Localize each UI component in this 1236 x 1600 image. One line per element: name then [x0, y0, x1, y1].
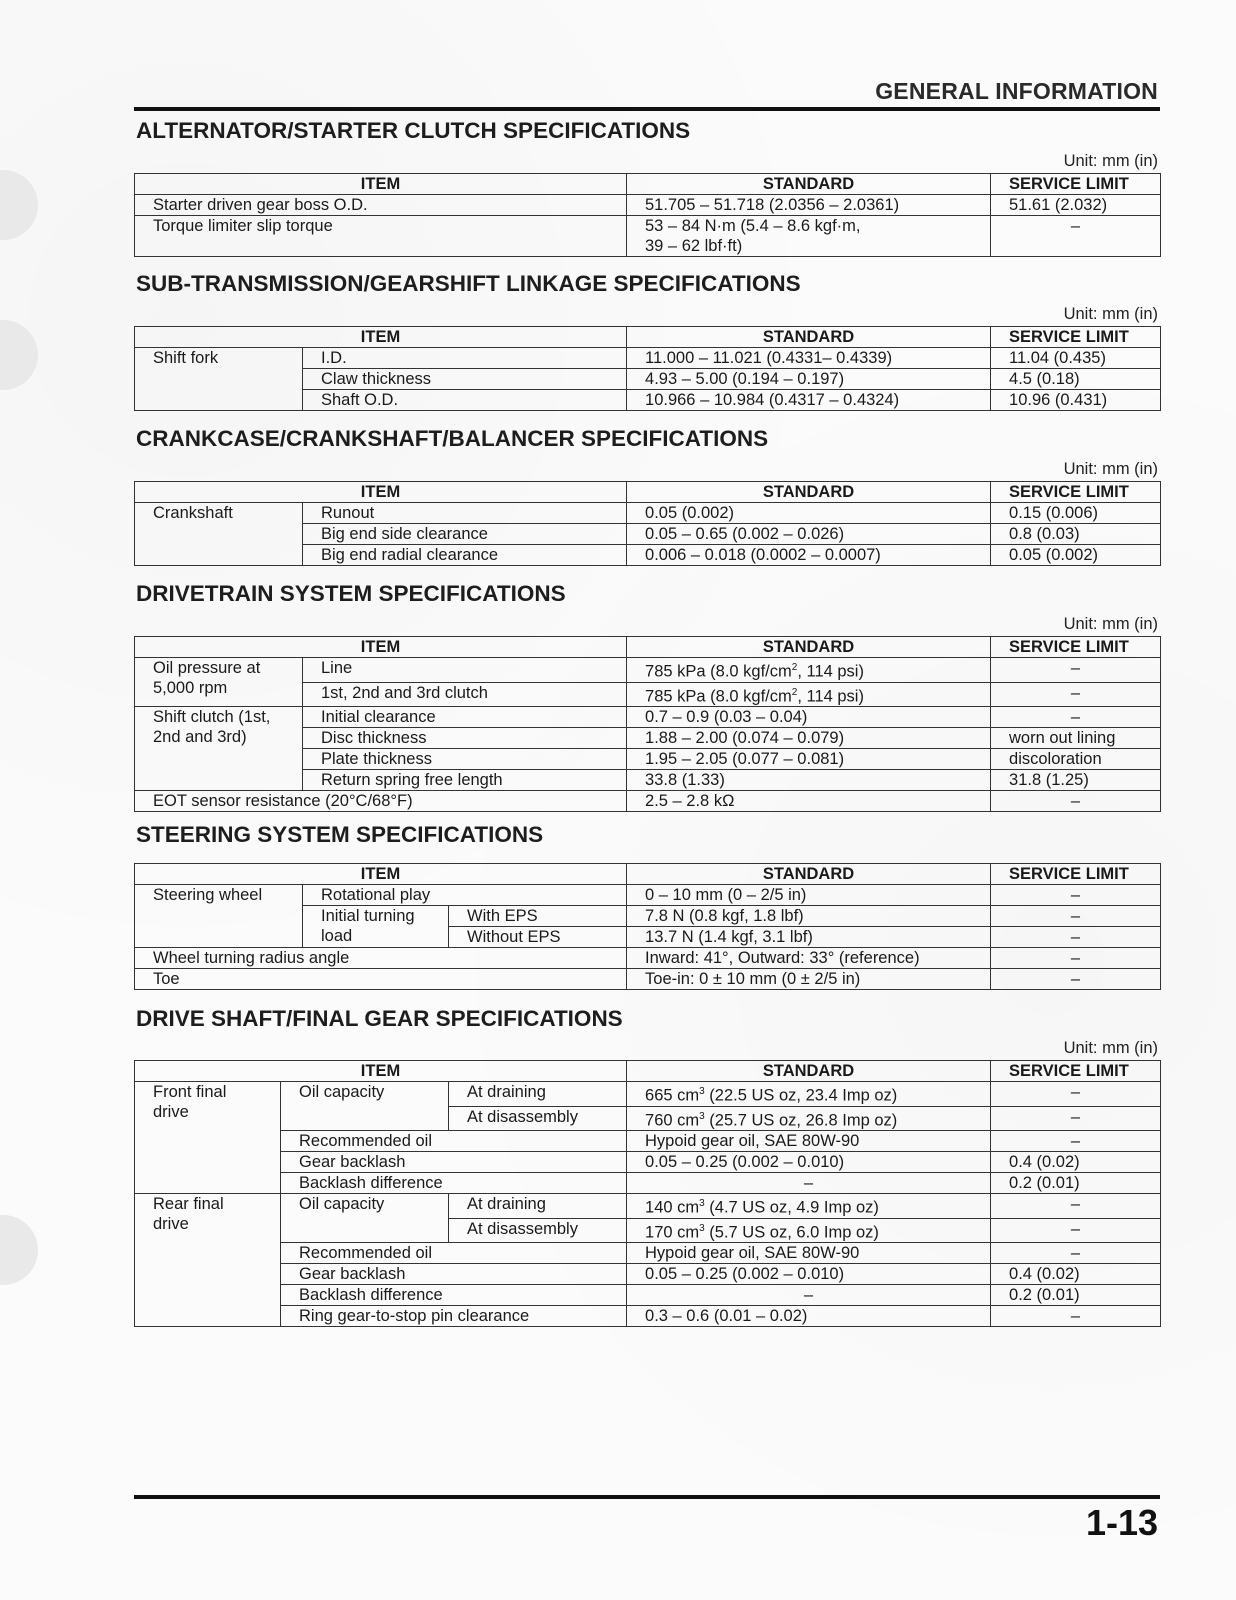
group-cell: Steering wheel [135, 885, 303, 948]
item-cell: Line [303, 658, 627, 683]
limit-cell: 0.4 (0.02) [991, 1152, 1161, 1173]
unit-label: Unit: mm (in) [1063, 305, 1158, 323]
group-cell: Crankshaft [135, 503, 303, 566]
standard-text: , 114 psi) [797, 662, 864, 681]
standard-text: 785 kPa (8.0 kgf/cm [645, 662, 792, 681]
limit-cell: 0.15 (0.006) [991, 503, 1161, 524]
table-row [135, 1082, 1161, 1107]
standard-cell: 0.05 – 0.25 (0.002 – 0.010) [627, 1152, 991, 1173]
standard-cell: 11.000 – 11.021 (0.4331– 0.4339) [627, 348, 991, 369]
group-line: Rear final [153, 1195, 224, 1213]
group-cell: Shift fork [135, 348, 303, 411]
limit-cell: – [991, 1082, 1161, 1107]
table-header-row [135, 174, 1161, 195]
group-line: Oil pressure at [153, 659, 261, 677]
standard-text: (25.7 US oz, 26.8 Imp oz) [704, 1111, 898, 1129]
standard-cell: Toe-in: 0 ± 10 mm (0 ± 2/5 in) [627, 969, 991, 990]
standard-cell: 33.8 (1.33) [627, 770, 991, 791]
standard-cell: 7.8 N (0.8 kgf, 1.8 lbf) [627, 906, 991, 927]
column-header-service-limit: SERVICE LIMIT [991, 637, 1161, 658]
item-cell: Gear backlash [281, 1152, 627, 1173]
table-row [135, 948, 1161, 969]
limit-cell: 0.8 (0.03) [991, 524, 1161, 545]
column-header-standard: STANDARD [627, 1061, 991, 1082]
item-cell: Shaft O.D. [303, 390, 627, 411]
table-row [135, 1131, 1161, 1152]
table-row [135, 1194, 1161, 1219]
limit-cell: – [991, 216, 1161, 257]
standard-cell: Inward: 41°, Outward: 33° (reference) [627, 948, 991, 969]
standard-text: (4.7 US oz, 4.9 Imp oz) [704, 1198, 879, 1217]
table-header-row [135, 327, 1161, 348]
subgroup-line: load [321, 927, 353, 945]
column-header-standard: STANDARD [627, 864, 991, 885]
column-header-item: ITEM [135, 482, 627, 503]
drivetrain-spec-table [134, 636, 1161, 812]
column-header-service-limit: SERVICE LIMIT [991, 1061, 1161, 1082]
table-row [135, 707, 1161, 728]
table-row [135, 1243, 1161, 1264]
item-cell: Backlash difference [281, 1285, 627, 1306]
standard-cell [627, 1194, 991, 1219]
standard-text: , 114 psi) [797, 687, 864, 705]
item-cell: Wheel turning radius angle [135, 948, 627, 969]
item-cell: Recommended oil [281, 1243, 627, 1264]
table-row [135, 658, 1161, 683]
table-row [135, 1306, 1161, 1327]
table-row [135, 195, 1161, 216]
standard-cell: 2.5 – 2.8 kΩ [627, 791, 991, 812]
superscript: 3 [699, 1110, 705, 1122]
limit-cell: 0.2 (0.01) [991, 1285, 1161, 1306]
table-header-row [135, 482, 1161, 503]
limit-cell: worn out lining [991, 728, 1161, 749]
item-cell: At disassembly [449, 1218, 627, 1243]
group-line: drive [153, 1103, 189, 1121]
standard-cell [627, 658, 991, 683]
subgroup-line: Initial turning [321, 907, 415, 925]
standard-cell: – [627, 1285, 991, 1306]
standard-line: 53 – 84 N·m (5.4 – 8.6 kgf·m, [645, 217, 861, 235]
limit-cell: – [991, 885, 1161, 906]
group-line: Front final [153, 1083, 227, 1101]
limit-cell: 0.2 (0.01) [991, 1173, 1161, 1194]
table-header-row [135, 864, 1161, 885]
item-cell: Backlash difference [281, 1173, 627, 1194]
standard-cell: Hypoid gear oil, SAE 80W-90 [627, 1131, 991, 1152]
standard-cell [627, 216, 991, 257]
item-cell: At draining [449, 1194, 627, 1219]
table-row [135, 969, 1161, 990]
limit-cell: – [991, 682, 1161, 707]
item-cell: Rotational play [303, 885, 627, 906]
standard-cell: 10.966 – 10.984 (0.4317 – 0.4324) [627, 390, 991, 411]
limit-cell: 11.04 (0.435) [991, 348, 1161, 369]
superscript: 2 [791, 662, 798, 673]
group-cell [135, 1194, 281, 1327]
limit-cell: 51.61 (2.032) [991, 195, 1161, 216]
standard-cell [627, 1082, 991, 1107]
steering-spec-table [134, 863, 1161, 990]
subgroup-cell [303, 906, 449, 948]
limit-cell: – [991, 906, 1161, 927]
standard-cell: 1.88 – 2.00 (0.074 – 0.079) [627, 728, 991, 749]
group-line: Shift clutch (1st, [153, 708, 271, 726]
standard-text: 665 cm [645, 1086, 700, 1105]
item-cell: Plate thickness [303, 749, 627, 770]
superscript: 3 [699, 1198, 705, 1209]
section-title-steering: STEERING SYSTEM SPECIFICATIONS [136, 822, 544, 847]
item-cell: 1st, 2nd and 3rd clutch [303, 682, 627, 707]
standard-cell: 0.006 – 0.018 (0.0002 – 0.0007) [627, 545, 991, 566]
unit-label: Unit: mm (in) [1063, 460, 1158, 478]
limit-cell: – [991, 1106, 1161, 1131]
column-header-service-limit: SERVICE LIMIT [991, 327, 1161, 348]
item-cell: Without EPS [449, 927, 627, 948]
standard-cell: – [627, 1173, 991, 1194]
standard-text: 140 cm [645, 1198, 700, 1217]
standard-cell: 0.05 (0.002) [627, 503, 991, 524]
table-row [135, 1285, 1161, 1306]
limit-cell: 10.96 (0.431) [991, 390, 1161, 411]
group-cell [135, 1082, 281, 1194]
limit-cell: – [991, 927, 1161, 948]
subgroup-cell: Oil capacity [281, 1082, 449, 1131]
item-cell: EOT sensor resistance (20°C/68°F) [135, 791, 627, 812]
crankcase-spec-table [134, 481, 1161, 566]
table-row [135, 503, 1161, 524]
item-cell: Runout [303, 503, 627, 524]
limit-cell: 31.8 (1.25) [991, 770, 1161, 791]
table-header-row [135, 637, 1161, 658]
limit-cell: – [991, 1194, 1161, 1219]
limit-cell: – [991, 948, 1161, 969]
standard-text: (22.5 US oz, 23.4 Imp oz) [704, 1086, 898, 1105]
group-cell [135, 707, 303, 791]
standard-text: 785 kPa (8.0 kgf/cm [645, 687, 792, 705]
standard-cell: Hypoid gear oil, SAE 80W-90 [627, 1243, 991, 1264]
item-cell: Big end side clearance [303, 524, 627, 545]
standard-cell: 0.05 – 0.25 (0.002 – 0.010) [627, 1264, 991, 1285]
item-cell: Return spring free length [303, 770, 627, 791]
standard-cell [627, 1218, 991, 1243]
column-header-standard: STANDARD [627, 327, 991, 348]
superscript: 3 [699, 1222, 705, 1234]
section-title-crankcase: CRANKCASE/CRANKSHAFT/BALANCER SPECIFICATIONS [136, 426, 769, 451]
superscript: 2 [791, 686, 798, 698]
column-header-standard: STANDARD [627, 482, 991, 503]
table-row [135, 1173, 1161, 1194]
group-line: 2nd and 3rd) [153, 728, 247, 746]
standard-cell: 1.95 – 2.05 (0.077 – 0.081) [627, 749, 991, 770]
unit-label: Unit: mm (in) [1063, 1039, 1158, 1057]
unit-label: Unit: mm (in) [1063, 152, 1158, 170]
standard-cell: 0.7 – 0.9 (0.03 – 0.04) [627, 707, 991, 728]
standard-cell: 13.7 N (1.4 kgf, 3.1 lbf) [627, 927, 991, 948]
column-header-item: ITEM [135, 864, 627, 885]
column-header-standard: STANDARD [627, 174, 991, 195]
limit-cell: – [991, 658, 1161, 683]
standard-text: 170 cm [645, 1223, 700, 1241]
table-row [135, 885, 1161, 906]
table-row [135, 216, 1161, 257]
section-title-alternator: ALTERNATOR/STARTER CLUTCH SPECIFICATIONS [136, 118, 691, 143]
column-header-item: ITEM [135, 174, 627, 195]
limit-cell: – [991, 1243, 1161, 1264]
item-cell: Toe [135, 969, 627, 990]
item-cell: With EPS [449, 906, 627, 927]
driveshaft-spec-table [134, 1060, 1161, 1327]
item-cell: Ring gear-to-stop pin clearance [281, 1306, 627, 1327]
limit-cell: discoloration [991, 749, 1161, 770]
item-cell: I.D. [303, 348, 627, 369]
limit-cell: – [991, 707, 1161, 728]
item-cell: Disc thickness [303, 728, 627, 749]
column-header-standard: STANDARD [627, 637, 991, 658]
standard-cell: 0 – 10 mm (0 – 2/5 in) [627, 885, 991, 906]
limit-cell: – [991, 791, 1161, 812]
standard-cell: 0.05 – 0.65 (0.002 – 0.026) [627, 524, 991, 545]
standard-cell [627, 682, 991, 707]
column-header-item: ITEM [135, 1061, 627, 1082]
group-cell [135, 658, 303, 707]
limit-cell: 0.4 (0.02) [991, 1264, 1161, 1285]
column-header-service-limit: SERVICE LIMIT [991, 174, 1161, 195]
item-cell: At draining [449, 1082, 627, 1107]
limit-cell: – [991, 1306, 1161, 1327]
table-row [135, 348, 1161, 369]
limit-cell: – [991, 1218, 1161, 1243]
limit-cell: 4.5 (0.18) [991, 369, 1161, 390]
item-cell: Big end radial clearance [303, 545, 627, 566]
item-cell: At disassembly [449, 1106, 627, 1131]
standard-cell [627, 1106, 991, 1131]
standard-text: (5.7 US oz, 6.0 Imp oz) [704, 1223, 879, 1241]
group-line: 5,000 rpm [153, 679, 228, 697]
column-header-item: ITEM [135, 637, 627, 658]
limit-cell: 0.05 (0.002) [991, 545, 1161, 566]
section-title-drivetrain: DRIVETRAIN SYSTEM SPECIFICATIONS [136, 581, 566, 606]
alternator-spec-table [134, 173, 1161, 257]
subgroup-cell: Oil capacity [281, 1194, 449, 1243]
section-title-subtransmission: SUB-TRANSMISSION/GEARSHIFT LINKAGE SPECIFICATIONS [136, 271, 801, 296]
standard-cell: 4.93 – 5.00 (0.194 – 0.197) [627, 369, 991, 390]
subtransmission-spec-table [134, 326, 1161, 411]
header-rule [134, 107, 1160, 111]
table-row [135, 1264, 1161, 1285]
page-number: 1-13 [1085, 1502, 1158, 1543]
standard-text: 760 cm [645, 1111, 700, 1129]
item-cell: Gear backlash [281, 1264, 627, 1285]
standard-cell: 51.705 – 51.718 (2.0356 – 2.0361) [627, 195, 991, 216]
item-cell: Recommended oil [281, 1131, 627, 1152]
table-header-row [135, 1061, 1161, 1082]
section-header: GENERAL INFORMATION [875, 78, 1158, 104]
footer-rule [134, 1495, 1160, 1499]
section-title-driveshaft: DRIVE SHAFT/FINAL GEAR SPECIFICATIONS [136, 1006, 623, 1031]
group-line: drive [153, 1215, 189, 1233]
column-header-service-limit: SERVICE LIMIT [991, 864, 1161, 885]
column-header-item: ITEM [135, 327, 627, 348]
column-header-service-limit: SERVICE LIMIT [991, 482, 1161, 503]
limit-cell: – [991, 1131, 1161, 1152]
item-cell: Initial clearance [303, 707, 627, 728]
unit-label: Unit: mm (in) [1063, 615, 1158, 633]
table-row [135, 791, 1161, 812]
table-row [135, 1152, 1161, 1173]
standard-cell: 0.3 – 0.6 (0.01 – 0.02) [627, 1306, 991, 1327]
item-cell: Claw thickness [303, 369, 627, 390]
superscript: 3 [699, 1086, 705, 1097]
standard-line: 39 – 62 lbf·ft) [645, 237, 743, 255]
item-cell: Torque limiter slip torque [135, 216, 627, 257]
limit-cell: – [991, 969, 1161, 990]
item-cell: Starter driven gear boss O.D. [135, 195, 627, 216]
